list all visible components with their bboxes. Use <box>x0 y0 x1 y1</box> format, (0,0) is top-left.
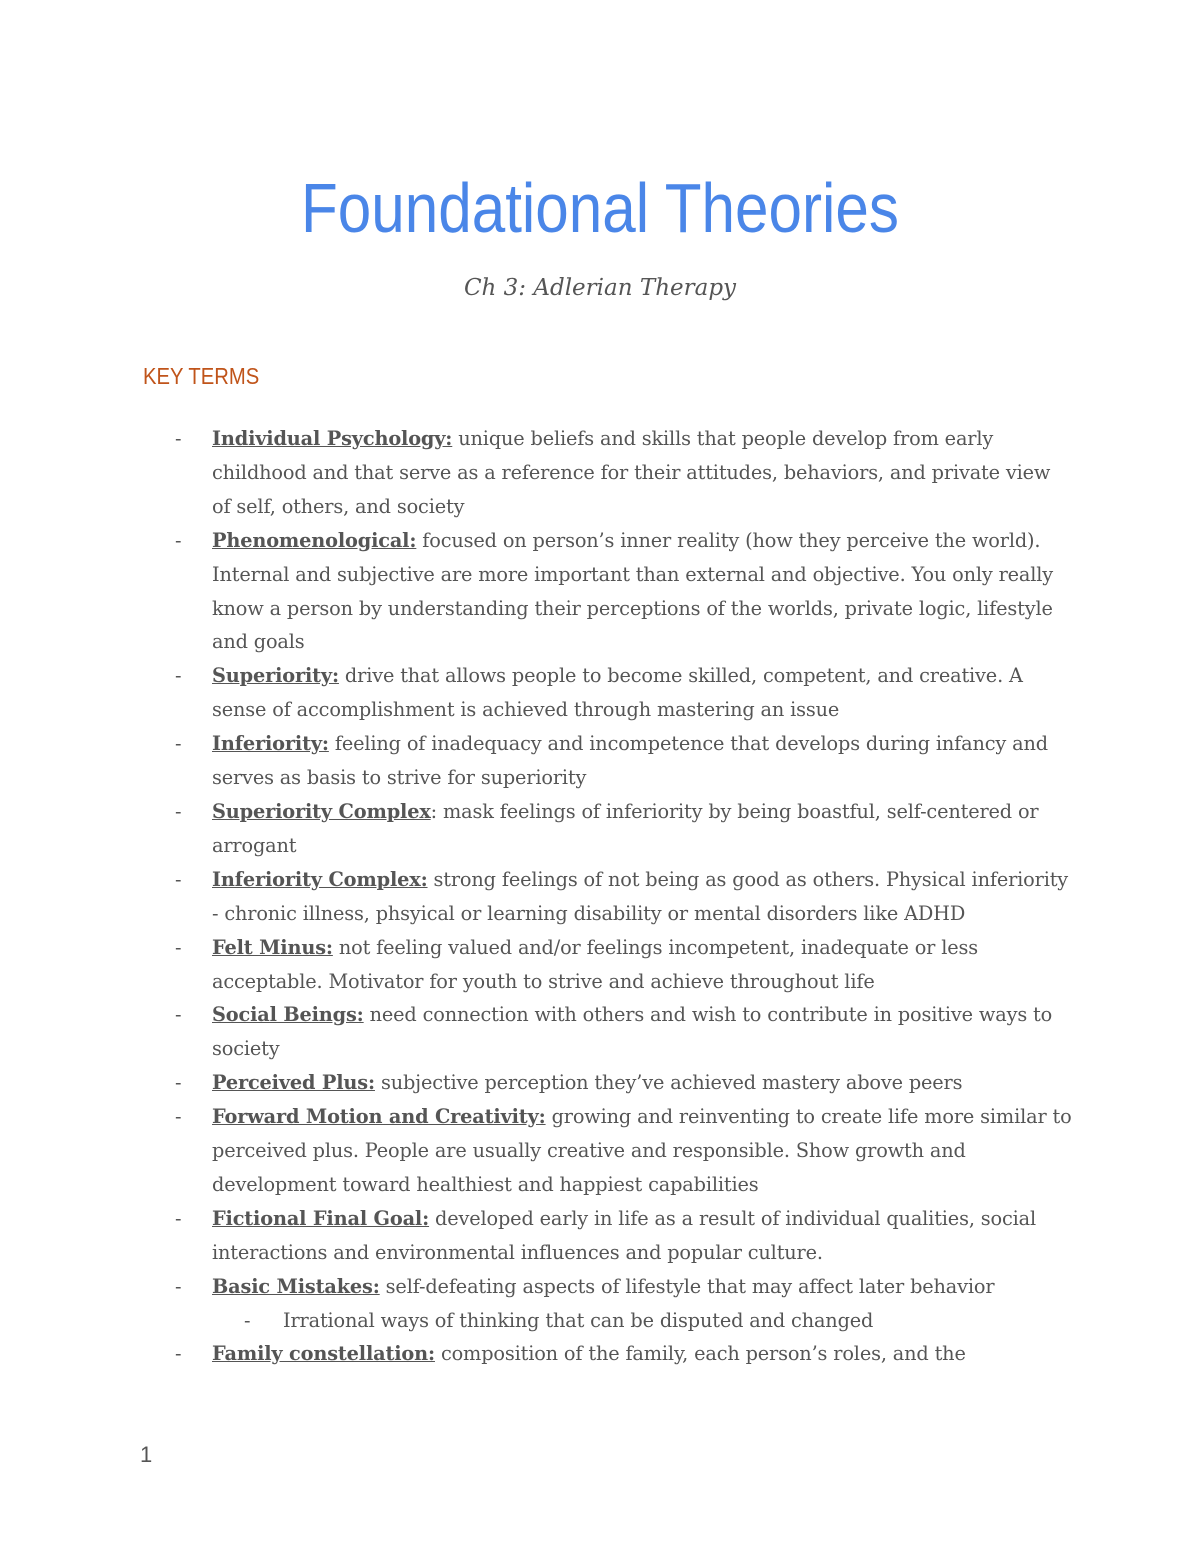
term-definition: subjective perception they’ve achieved mastery above peers <box>374 1071 963 1095</box>
term-name: Inferiority: <box>212 732 329 756</box>
bullet-dash: - <box>175 867 182 891</box>
bullet-dash: - <box>175 935 182 959</box>
bullet-dash: - <box>175 528 182 552</box>
list-item <box>143 659 1073 727</box>
list-item <box>143 1100 1073 1202</box>
bullet-dash: - <box>175 427 182 450</box>
bullet-dash: - <box>175 1342 182 1366</box>
term-definition: feeling of inadequacy and incompetence that develops during infancy and serves as basis to strive for superiority <box>212 732 1048 790</box>
list-item <box>143 1337 1073 1371</box>
term-definition: need connection with others and wish to contribute in positive ways to society <box>212 1003 1053 1061</box>
term-definition: developed early in life as a result of individual qualities, social interactions and environmental influences and popular culture. <box>212 1206 1037 1264</box>
document-title: Foundational Theories <box>301 169 899 247</box>
list-item <box>143 727 1073 795</box>
term-definition: strong feelings of not being as good as others. Physical inferiority - chronic illness, phsyical or learning disability or mental disorders like ADHD <box>212 867 1069 925</box>
document-subtitle: Ch 3: Adlerian Therapy <box>463 275 737 301</box>
page-number: 1 <box>140 1442 153 1467</box>
term-name: Perceived Plus: <box>212 1071 375 1095</box>
list-item <box>143 1270 1073 1304</box>
term-definition: : mask feelings of inferiority by being boastful, self-centered or arrogant <box>212 799 1039 857</box>
bullet-dash: - <box>175 1206 182 1230</box>
term-definition: growing and reinventing to create life more similar to perceived plus. People are usually creative and responsible. Show growth and development toward healthiest and happiest capabilities <box>212 1105 1072 1196</box>
list-item <box>143 931 1073 999</box>
term-name: Inferiority Complex: <box>212 867 428 891</box>
bullet-dash: - <box>175 1071 182 1095</box>
term-definition: drive that allows people to become skilled, competent, and creative. A sense of accomplishment is achieved through mastering an issue <box>212 664 1023 722</box>
bullet-dash: - <box>175 1105 182 1129</box>
term-name: Individual Psychology: <box>212 427 453 450</box>
term-definition: unique beliefs and skills that people develop from early childhood and that serve as a reference for their attitudes, behaviors, and private view of self, others, and society <box>212 427 1051 518</box>
term-definition: focused on person’s inner reality (how they perceive the world). Internal and subjective are more important than external and objective. You only really know a person by understanding their perceptions of the worlds, private logic, lifestyle and goals <box>212 528 1054 654</box>
list-item <box>143 795 1073 863</box>
list-item <box>143 524 1073 660</box>
list-item <box>143 422 1073 524</box>
bullet-dash: - <box>175 799 182 823</box>
bullet-dash: - <box>175 732 182 756</box>
bullet-dash: - <box>175 1003 182 1027</box>
list-item <box>143 1066 1073 1100</box>
subterm-text: Irrational ways of thinking that can be disputed and changed <box>283 1308 874 1332</box>
term-name: Superiority: <box>212 664 339 688</box>
section-heading-key-terms: KEY TERMS <box>143 363 260 389</box>
term-name: Family constellation: <box>212 1342 435 1366</box>
term-name: Basic Mistakes: <box>212 1274 380 1298</box>
term-name: Superiority Complex <box>212 799 431 823</box>
term-name: Felt Minus: <box>212 935 333 959</box>
bullet-dash: - <box>175 664 182 688</box>
list-item <box>143 863 1073 931</box>
list-item <box>143 1202 1073 1270</box>
bullet-dash: - <box>244 1308 251 1332</box>
term-name: Forward Motion and Creativity: <box>212 1105 546 1129</box>
bullet-dash: - <box>175 1274 182 1298</box>
sub-list-item <box>143 1304 1073 1338</box>
key-terms-list <box>143 422 1073 1371</box>
list-item <box>143 998 1073 1066</box>
term-definition: not feeling valued and/or feelings incompetent, inadequate or less acceptable. Motivator for youth to strive and achieve throughout life <box>212 935 978 993</box>
term-definition: composition of the family, each person’s roles, and the <box>434 1342 966 1366</box>
term-definition: self-defeating aspects of lifestyle that may affect later behavior <box>379 1274 995 1298</box>
term-name: Fictional Final Goal: <box>212 1206 430 1230</box>
term-name: Social Beings: <box>212 1003 364 1027</box>
term-name: Phenomenological: <box>212 528 417 552</box>
